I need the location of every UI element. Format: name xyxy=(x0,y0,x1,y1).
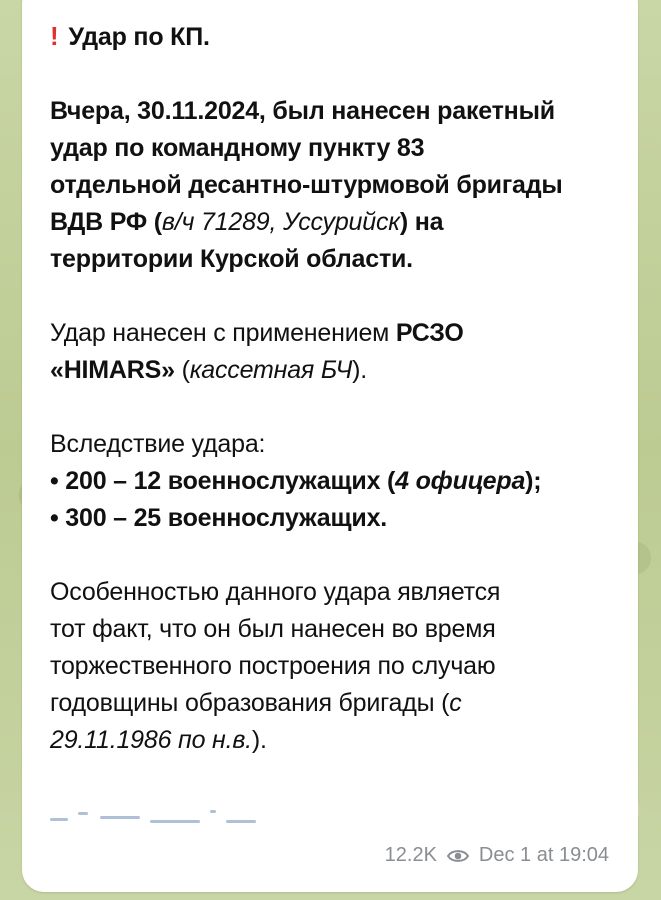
p4-line-4 xyxy=(50,685,620,722)
p4-line-1: Особенностью данного удара является xyxy=(50,578,501,606)
weapon-type-text: РСЗО xyxy=(395,319,464,347)
p3-heading: Вследствие удара: xyxy=(50,430,266,458)
blur-mark xyxy=(226,820,256,823)
paragraph-gap xyxy=(50,278,620,315)
blur-mark xyxy=(100,816,140,819)
p2-line-2 xyxy=(50,352,620,389)
paragraph-gap xyxy=(50,56,620,93)
p4-line-2: тот факт, что он был нанесен во время xyxy=(50,615,496,643)
post-title-line xyxy=(50,18,620,56)
p1-line-2: удар по командному пункту 83 xyxy=(50,134,425,162)
brigade-date-text: 29.11.1986 по н.в. xyxy=(50,726,252,754)
p1-line-4-end: ) на xyxy=(399,208,444,236)
p2-line-1-start: Удар нанесен с применением xyxy=(50,319,396,347)
p1-line-1: Вчера, 30.11.2024, был нанесен ракетный xyxy=(50,97,555,125)
exclamation-icon: ! xyxy=(50,21,59,51)
p2-line-1 xyxy=(50,315,620,352)
message-meta xyxy=(385,844,609,867)
p1-line-5: территории Курской области. xyxy=(50,245,413,273)
bullet-1-end: ); xyxy=(525,467,542,495)
paragraph-gap xyxy=(50,389,620,426)
p4-line-4-start: годовщины образования бригады ( xyxy=(50,689,450,717)
unit-location-text: в/ч 71289, Уссурийск xyxy=(161,208,400,236)
message-timestamp: Dec 1 at 19:04 xyxy=(478,844,609,866)
warhead-type-text: кассетная БЧ xyxy=(189,356,353,384)
post-title: Удар по КП. xyxy=(68,23,210,51)
bullet-casualties-killed xyxy=(50,463,620,500)
p1-line-4-start: ВДВ РФ ( xyxy=(50,208,162,236)
p4-line-4-italic: с xyxy=(449,689,462,717)
bullet-casualties-wounded: • 300 – 25 военнослужащих. xyxy=(50,504,388,532)
paragraph-gap xyxy=(50,537,620,574)
p4-line-5 xyxy=(50,722,620,759)
bullet-1-start: • 200 – 12 военнослужащих ( xyxy=(50,467,396,495)
message-text xyxy=(50,18,620,759)
officers-count-text: 4 офицера xyxy=(395,467,526,495)
p2-paren-close: ). xyxy=(352,356,367,384)
blurred-link[interactable] xyxy=(50,800,260,830)
p4-line-3: торжественного построения по случаю xyxy=(50,652,496,680)
p1-line-4 xyxy=(50,204,620,241)
view-count: 12.2K xyxy=(384,844,437,866)
p2-paren-open: ( xyxy=(174,356,190,384)
weapon-name-text: «HIMARS» xyxy=(50,356,175,384)
blur-mark xyxy=(78,812,88,815)
eye-icon xyxy=(447,848,469,864)
p4-line-5-end: ). xyxy=(251,726,267,754)
blur-mark xyxy=(150,820,200,823)
p1-line-3: отдельной десантно-штурмовой бригады xyxy=(50,171,563,199)
blur-mark xyxy=(50,818,68,821)
blur-mark xyxy=(210,810,216,813)
